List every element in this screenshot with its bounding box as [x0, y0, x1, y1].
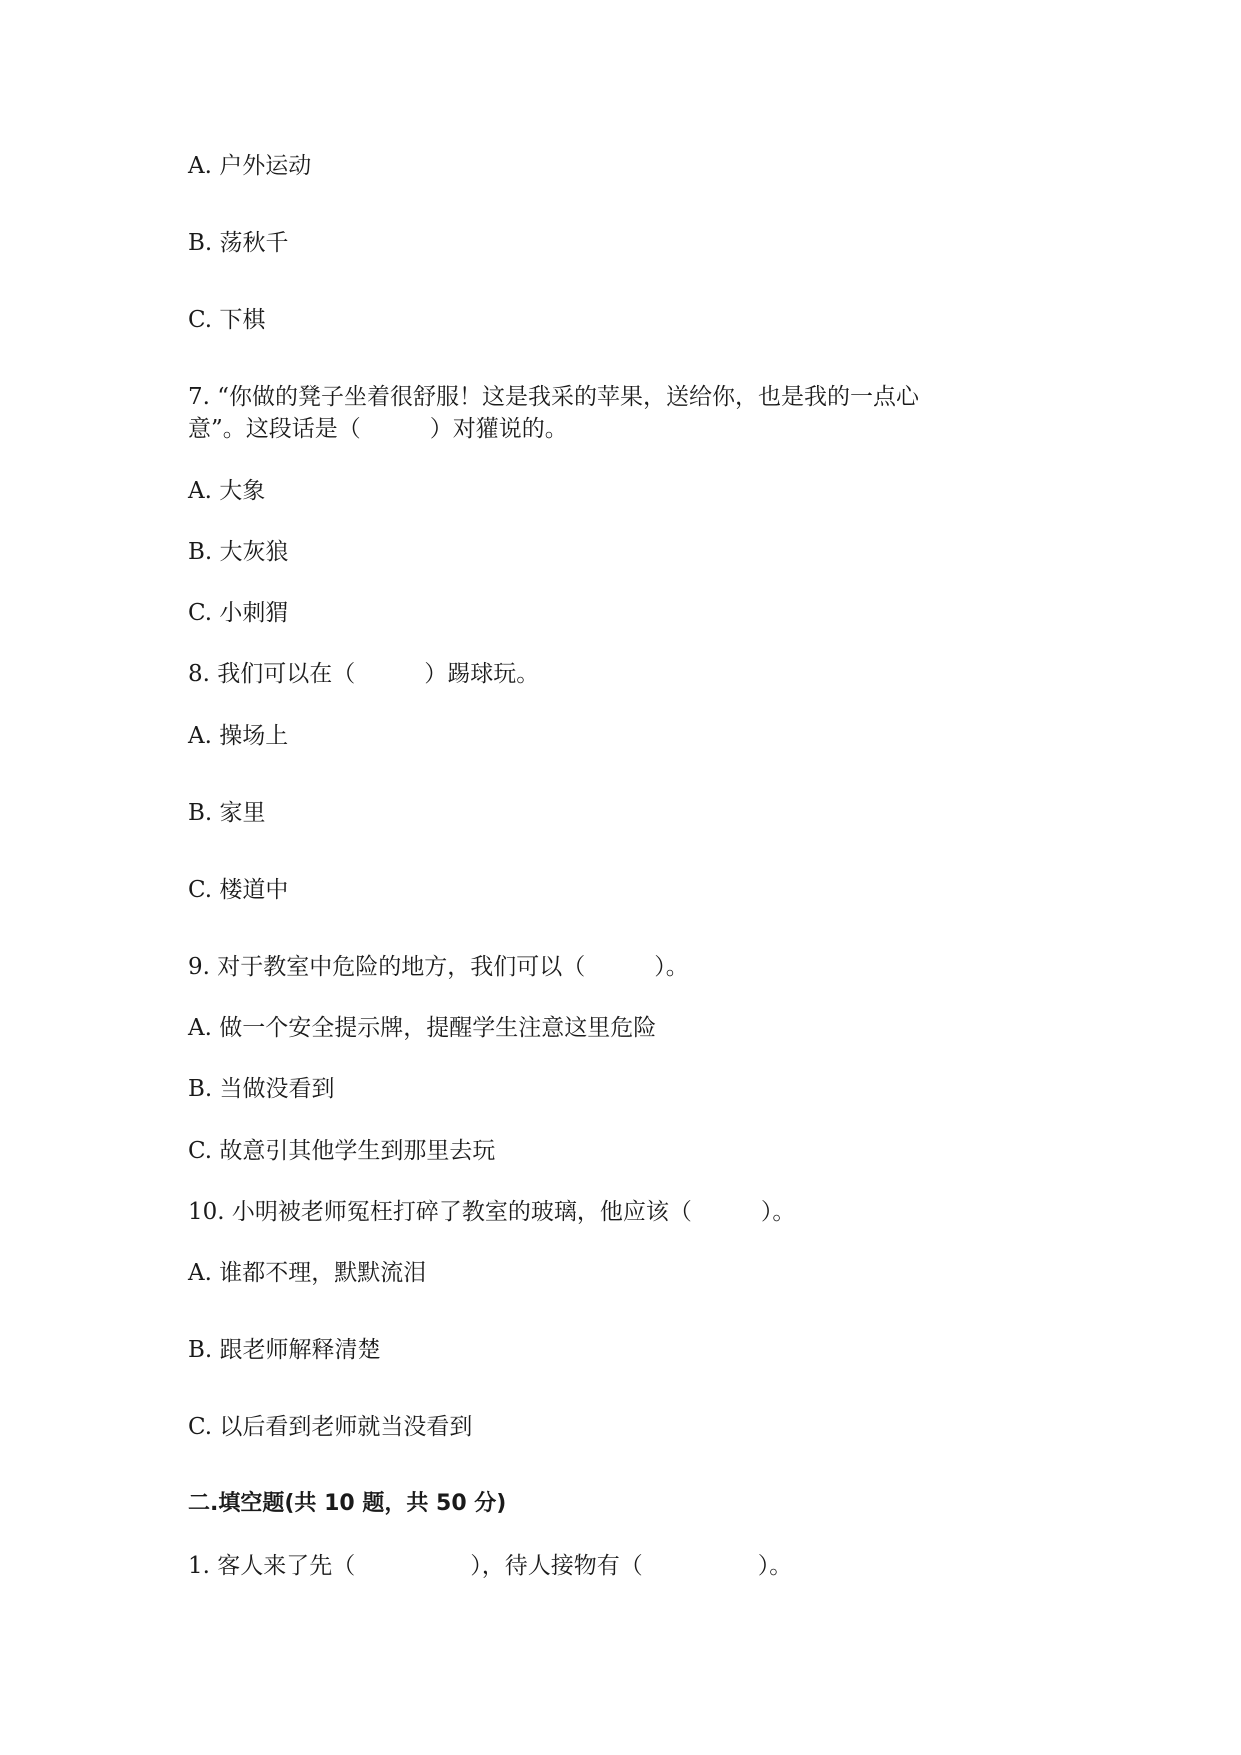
section2-heading: 二.填空题(共 10 题，共 50 分) [188, 1491, 507, 1516]
q10-option-c: C. 以后看到老师就当没看到 [188, 1414, 473, 1440]
q8-option-c: C. 楼道中 [188, 877, 289, 903]
q7-stem-line2: 意”。这段话是（ ）对獾说的。 [188, 416, 568, 442]
q7-option-c: C. 小刺猬 [188, 600, 289, 626]
q9-option-c: C. 故意引其他学生到那里去玩 [188, 1138, 496, 1164]
q10-stem: 10. 小明被老师冤枉打碎了教室的玻璃，他应该（ ）。 [188, 1199, 796, 1225]
q10-option-a: A. 谁都不理，默默流泪 [188, 1260, 427, 1286]
q7-option-b: B. 大灰狼 [188, 539, 289, 565]
q8-option-a: A. 操场上 [188, 723, 289, 749]
section2-q1: 1. 客人来了先（ ），待人接物有（ ）。 [188, 1553, 793, 1579]
q6-option-c: C. 下棋 [188, 307, 266, 333]
q8-option-b: B. 家里 [188, 800, 266, 826]
q9-option-a: A. 做一个安全提示牌，提醒学生注意这里危险 [188, 1015, 657, 1041]
q6-option-b: B. 荡秋千 [188, 230, 289, 256]
q9-stem: 9. 对于教室中危险的地方，我们可以（ ）。 [188, 954, 689, 980]
q7-option-a: A. 大象 [188, 478, 266, 504]
q9-option-b: B. 当做没看到 [188, 1076, 335, 1102]
q10-option-b: B. 跟老师解释清楚 [188, 1337, 381, 1363]
q7-stem-line1: 7. “你做的凳子坐着很舒服！这是我采的苹果，送给你，也是我的一点心 [188, 384, 920, 410]
q6-option-a: A. 户外运动 [188, 153, 312, 179]
q8-stem: 8. 我们可以在（ ）踢球玩。 [188, 661, 540, 687]
